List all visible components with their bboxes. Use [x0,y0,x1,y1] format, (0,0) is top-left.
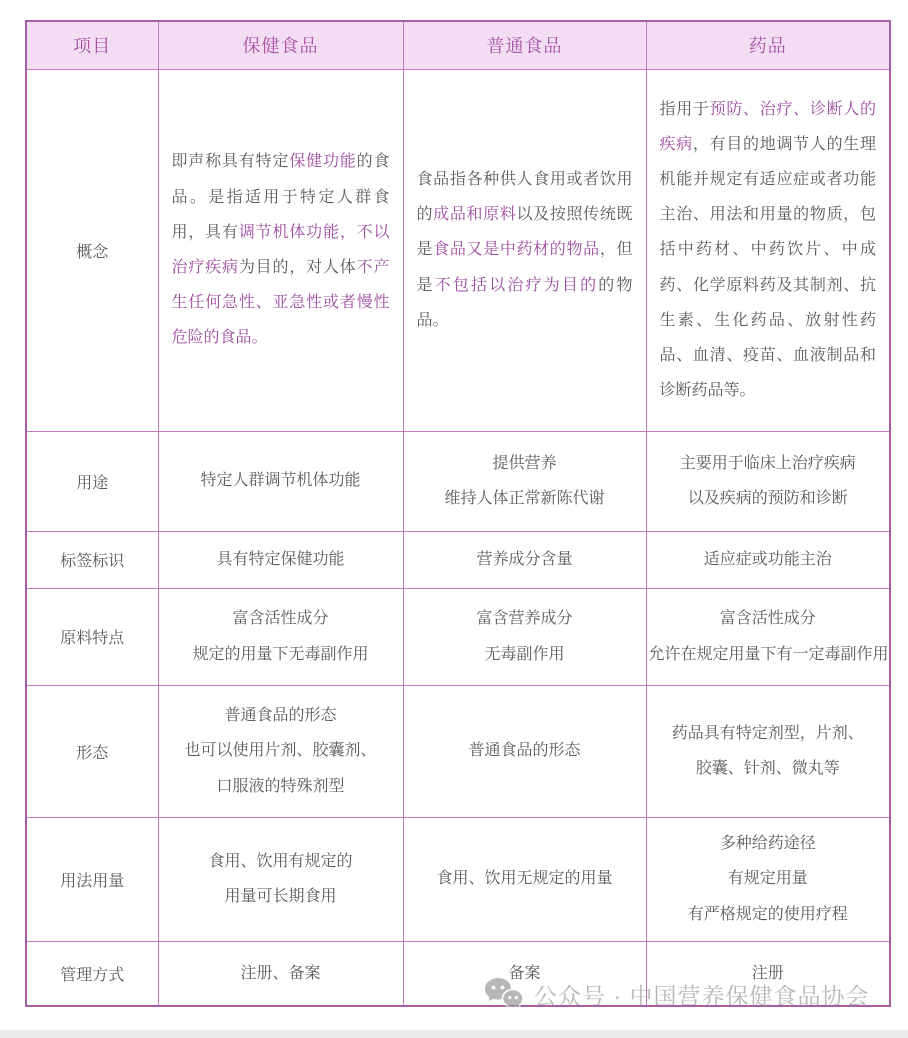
table-cell [646,531,890,588]
column-header: 普通食品 [403,21,646,69]
bottom-strip [0,1030,908,1038]
column-header: 药品 [646,21,890,69]
rich-text: 食品指各种供人食用或者饮用的成品和原料以及按照传统既是食品又是中药材的物品，但是不包括以治疗为目的的物品。 [416,171,633,329]
table-cell [646,69,890,431]
cell-line: 富含营养成分 [476,610,573,628]
cell-line: 允许在规定用量下有一定毒副作用 [648,645,889,663]
row-label: 形态 [26,685,158,817]
cell-line: 以及疾病的预防和诊断 [687,490,848,507]
table-row [26,69,890,431]
row-label: 用途 [26,431,158,531]
cell-line: 提供营养 [492,454,557,472]
table-cell [403,817,646,941]
cell-line: 富含活性成分 [719,610,816,628]
row-label: 管理方式 [26,941,158,1006]
table-header-row [26,21,890,69]
cell-line: 规定的用量下无毒副作用 [192,645,369,663]
table-row [26,588,890,685]
table-row [26,431,890,531]
table-cell [158,685,403,817]
table-cell [646,685,890,817]
cell-line: 营养成分含量 [476,550,573,568]
table-cell [158,531,403,588]
table-row [26,817,890,941]
cell-line: 药品具有特定剂型，片剂、 [671,724,864,742]
cell-line: 有规定用量 [727,870,808,888]
cell-line: 备案 [508,964,541,982]
cell-line: 无毒副作用 [484,645,565,663]
table-cell [403,531,646,588]
table-cell [403,588,646,685]
table-cell [158,431,403,531]
cell-line: 口服液的特殊剂型 [216,777,345,795]
watermark-text: 公众号 · 中国营养保健食品协会 [534,982,870,1009]
column-header: 项目 [26,21,158,69]
table-cell [158,941,403,1006]
column-header: 保健食品 [158,21,403,69]
table-cell [403,685,646,817]
table-row [26,685,890,817]
comparison-table [25,20,891,1007]
row-label: 标签标识 [26,531,158,588]
rich-text: 即声称具有特定保健功能的食品。是指适用于特定人群食用，具有调节机体功能，不以治疗疾病为目的，对人体不产生任何急性、亚急性或者慢性危险的食品。 [171,153,390,347]
cell-line: 有严格规定的使用疗程 [687,905,848,923]
cell-line: 多种给药途径 [719,835,816,853]
cell-line: 适应症或功能主治 [703,550,832,568]
table-cell [158,588,403,685]
cell-line: 主要用于临床上治疗疾病 [679,454,856,472]
watermark [484,977,869,1011]
cell-line: 具有特定保健功能 [216,550,345,568]
table-cell [403,431,646,531]
cell-line: 食用、饮用有规定的 [208,852,353,870]
cell-line: 食用、饮用无规定的用量 [436,870,613,888]
rich-text: 指用于预防、治疗、诊断人的疾病，有目的地调节人的生理机能并规定有适应症或者功能主治、用法和用量的物质，包括中药材、中药饮片、中成药、化学原料药及其制剂、抗生素、生化药品、放射性药品、血清、疫苗、血液制品和诊断药品等。 [659,100,876,400]
table-cell [646,588,890,685]
cell-line: 用量可长期食用 [224,888,337,905]
wechat-icon [484,977,524,1011]
table-cell [646,817,890,941]
row-label: 原料特点 [26,588,158,685]
cell-line: 普通食品的形态 [468,742,581,760]
cell-line: 注册、备案 [240,964,321,982]
row-label: 概念 [26,69,158,431]
cell-line: 特定人群调节机体功能 [200,472,361,490]
table-cell [158,817,403,941]
table-cell [158,69,403,431]
cell-line: 维持人体正常新陈代谢 [444,490,605,507]
cell-line: 胶囊、针剂、微丸等 [695,760,840,777]
row-label: 用法用量 [26,817,158,941]
table-cell [403,69,646,431]
cell-line: 注册 [751,964,784,982]
cell-line: 也可以使用片剂、胶囊剂、 [184,742,377,760]
cell-line: 富含活性成分 [232,610,329,628]
table-body [26,69,890,1006]
cell-line: 普通食品的形态 [224,707,337,725]
table-cell [646,431,890,531]
table-row [26,531,890,588]
